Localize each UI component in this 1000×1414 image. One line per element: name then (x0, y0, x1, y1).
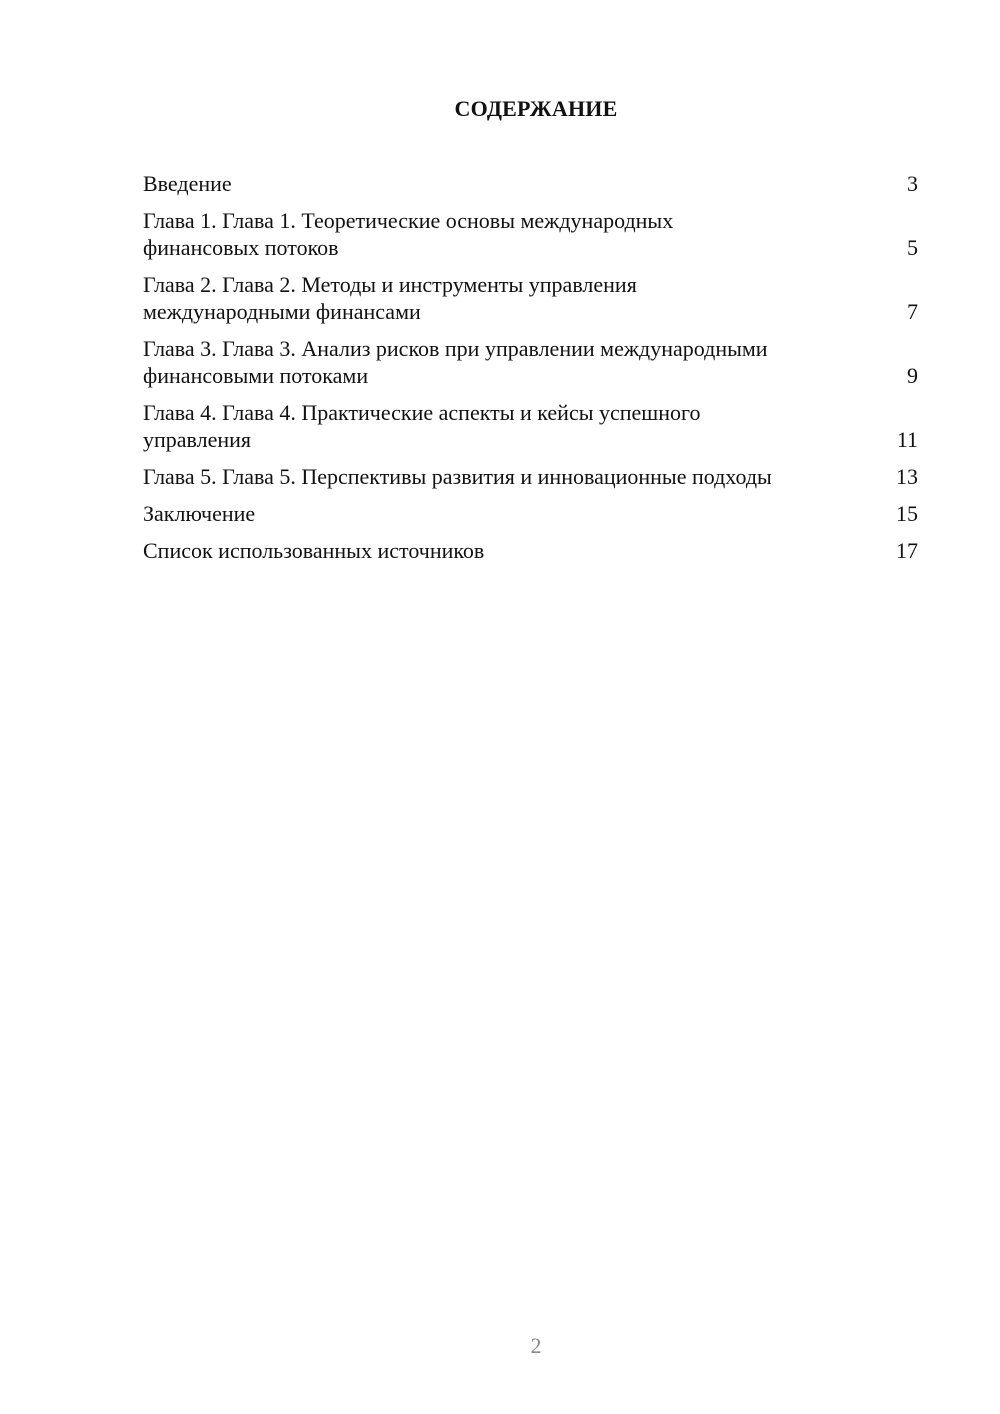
toc-entry-title: Глава 4. Глава 4. Практические аспекты и кейсы успешного управления (143, 400, 701, 452)
toc-entry-title: Глава 1. Глава 1. Теоретические основы международных финансовых потоков (143, 208, 674, 260)
toc-entry-page: 5 (907, 235, 918, 260)
table-of-contents (143, 170, 918, 574)
toc-entry-introduction (143, 170, 918, 197)
toc-entry-chapter-4 (143, 399, 918, 453)
toc-entry-page: 9 (907, 363, 918, 388)
page-number: 2 (530, 1333, 542, 1358)
toc-entry-page: 17 (896, 538, 918, 563)
toc-entry-chapter-3 (143, 335, 918, 389)
toc-entry-page: 3 (907, 171, 918, 196)
toc-entry-title: Список использованных источников (143, 538, 485, 563)
toc-entry-page: 15 (896, 501, 918, 526)
toc-entry-title: Введение (143, 171, 232, 196)
toc-entry-title: Заключение (143, 501, 256, 526)
toc-entry-chapter-5 (143, 463, 918, 490)
toc-entry-title: Глава 2. Глава 2. Методы и инструменты управления международными финансами (143, 272, 637, 324)
toc-entry-page: 7 (907, 299, 918, 324)
toc-entry-chapter-1 (143, 207, 918, 261)
toc-entry-page: 11 (896, 427, 918, 452)
toc-heading: СОДЕРЖАНИЕ (454, 96, 618, 121)
toc-entry-chapter-2 (143, 271, 918, 325)
toc-entry-page: 13 (896, 464, 918, 489)
toc-entry-title: Глава 3. Глава 3. Анализ рисков при управлении международными финансовыми потоками (143, 336, 768, 388)
toc-entry-title: Глава 5. Глава 5. Перспективы развития и инновационные подходы (143, 464, 772, 489)
toc-entry-conclusion (143, 500, 918, 527)
toc-entry-references (143, 537, 918, 564)
